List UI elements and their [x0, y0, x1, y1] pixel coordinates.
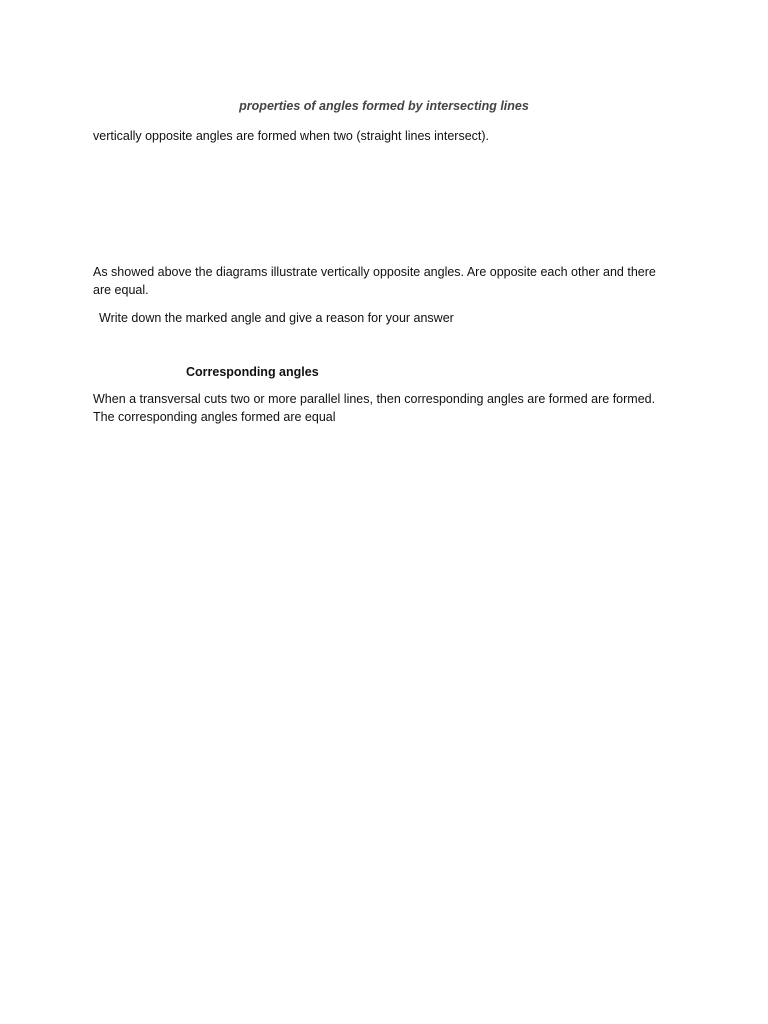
- corresponding-angles-heading: Corresponding angles: [186, 365, 319, 379]
- vertical-opposite-paragraph: As showed above the diagrams illustrate vertically opposite angles. Are opposite each other and there are equal.: [93, 265, 656, 297]
- intro-paragraph: vertically opposite angles are formed when two (straight lines intersect).: [93, 129, 490, 143]
- corresponding-angles-paragraph: When a transversal cuts two or more parallel lines, then corresponding angles are formed are formed. The corresponding angles formed are equal: [93, 392, 656, 424]
- document-title: properties of angles formed by intersecting lines: [239, 99, 529, 113]
- diagram-placeholder: [93, 150, 658, 255]
- instruction-paragraph: Write down the marked angle and give a reason for your answer: [99, 311, 454, 325]
